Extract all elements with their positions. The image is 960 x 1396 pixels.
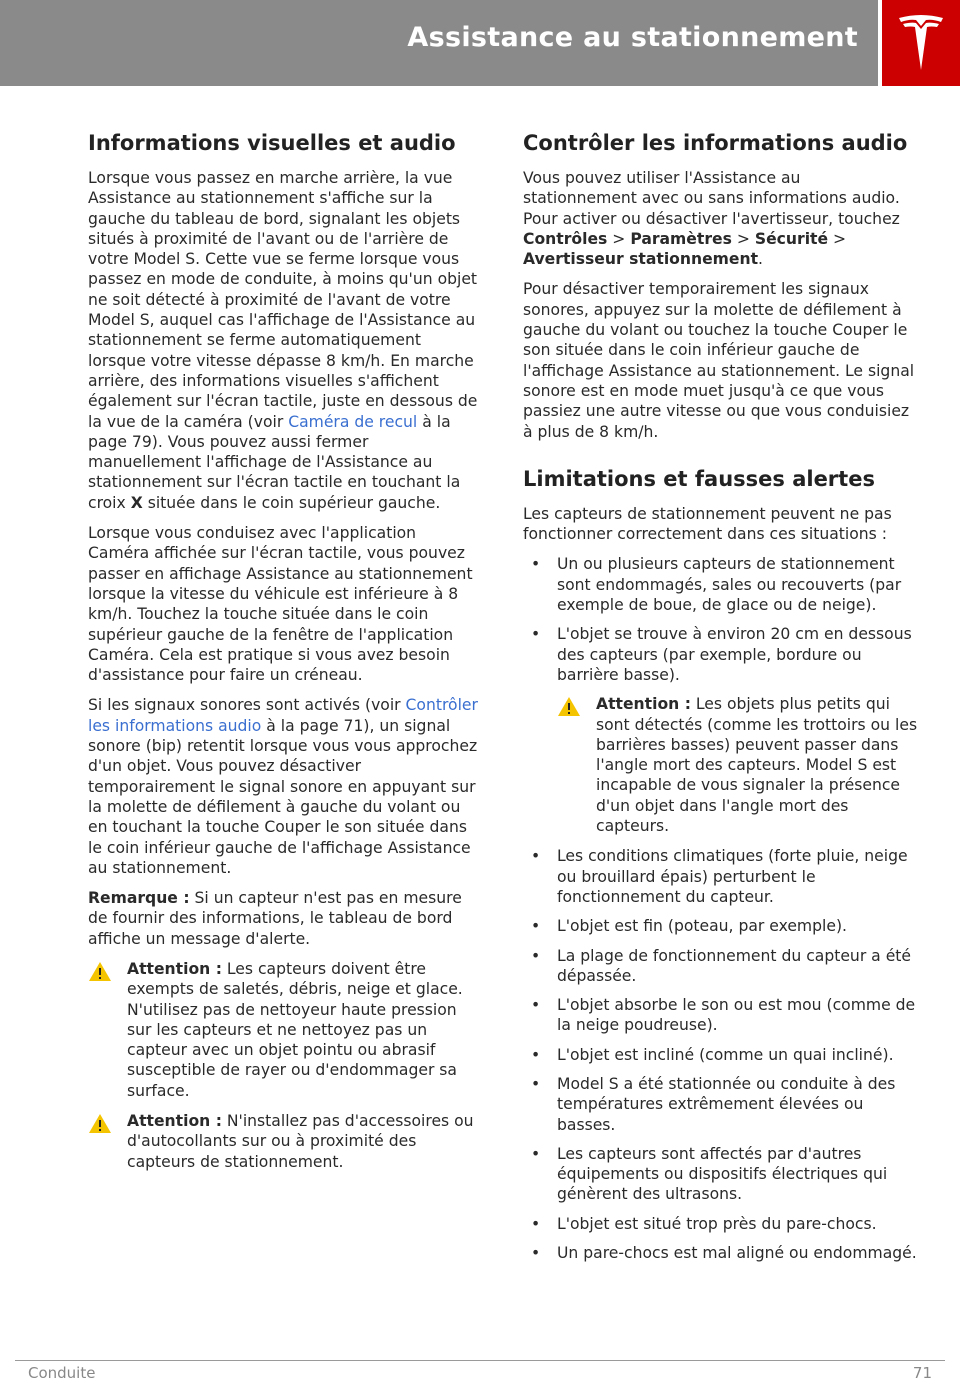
link-camera-de-recul[interactable]: Caméra de recul (288, 412, 418, 431)
warning-block: Attention : Les objets plus petits qui sont détectés (comme les trottoirs ou les barrières basses) peuvent passer dans l'angle mort des capteurs. Model S est incapable de vous signaler la présence d'un objet dans l'angle mort des capteurs. (557, 694, 919, 836)
paragraph: Si les signaux sonores sont activés (voir Contrôler les informations audio à la page 71), un signal sonore (bip) retentit lorsque vous vous approchez d'un objet. Vous pouvez désactiver temporairement le signal sonore en appuyant sur la molette de défilement à gauche du volant ou en touchant la touche Couper le son située dans le coin inférieur gauche de l'affichage Assistance au stationnement. (88, 696, 478, 877)
page-title: Assistance au stationnement (407, 22, 858, 53)
brand-logo (878, 0, 960, 86)
right-column (523, 128, 919, 1272)
limitations-list (523, 554, 919, 685)
list-item: • L'objet se trouve à environ 20 cm en dessous des capteurs (par exemple, bordure ou barrière basse). (531, 625, 912, 684)
list-item: • Un ou plusieurs capteurs de stationnement sont endommagés, sales ou recouverts (par exemple de boue, de glace ou de neige). (531, 555, 902, 615)
limitations-list (523, 846, 919, 1263)
warning-icon (557, 694, 596, 836)
paragraph: Lorsque vous passez en marche arrière, la vue Assistance au stationnement s'affiche sur la gauche du tableau de bord, signalant les objets situés à proximité de l'avant ou de l'arrière de votre Model S. Cette vue se ferme lorsque vous passez en mode de conduite, à moins qu'un objet ne soit détecté à proximité de l'avant de votre Model S, auquel cas l'affichage de l'Assistance au stationnement se ferme automatiquement lorsque votre vitesse dépasse 8 km/h. En marche arrière, des informations visuelles s'affichent également sur l'écran tactile, juste en dessous de la vue de la caméra (voir Caméra de recul à la page 79). Vous pouvez aussi fermer manuellement l'affichage de l'Assistance au stationnement sur l'écran tactile en touchant la croix X située dans le coin supérieur gauche. (88, 169, 478, 512)
paragraph: Pour désactiver temporairement les signaux sonores, appuyez sur la molette de défilement à gauche du volant ou touchez la touche Couper le son située dans le coin inférieur gauche de l'affichage Assistance au stationnement. Le signal sonore est en mode muet jusqu'à ce que vous passiez une autre vitesse ou que vous conduisiez à plus de 8 km/h. (523, 280, 915, 441)
list-item: • Les conditions climatiques (forte pluie, neige ou brouillard épais) perturbent le fonctionnement du capteur. (531, 847, 908, 906)
list-item: • L'objet est situé trop près du pare-chocs. (531, 1214, 877, 1233)
paragraph: Les capteurs de stationnement peuvent ne pas fonctionner correctement dans ces situations : (523, 504, 892, 544)
list-item: • L'objet est fin (poteau, par exemple). (531, 917, 847, 936)
link-controler-informations-audio[interactable]: Contrôler les informations audio (88, 696, 478, 735)
tesla-logo-icon (897, 14, 945, 72)
warning-block: Attention : N'installez pas d'accessoires ou d'autocollants sur ou à proximité des capteurs de stationnement. (88, 1111, 482, 1172)
paragraph: Vous pouvez utiliser l'Assistance au stationnement avec ou sans informations audio. Pour activer ou désactiver l'avertisseur, touchez Contrôles > Paramètres > Sécurité > Avertisseur stationnement. (523, 169, 900, 269)
list-item: • L'objet est incliné (comme un quai incliné). (531, 1045, 894, 1064)
left-column (88, 128, 482, 1182)
page-number: 71 (912, 1364, 932, 1382)
section-heading: Informations visuelles et audio (88, 131, 456, 155)
list-item: • L'objet absorbe le son ou est mou (comme de la neige poudreuse). (531, 996, 916, 1035)
warning-icon (88, 959, 127, 1101)
list-item: • La plage de fonctionnement du capteur a été dépassée. (531, 946, 911, 985)
section-heading: Contrôler les informations audio (523, 131, 908, 155)
list-item: • Les capteurs sont affectés par d'autres équipements ou dispositifs électriques qui génèrent des ultrasons. (531, 1144, 888, 1204)
page-header (0, 0, 960, 86)
note: Remarque : Si un capteur n'est pas en mesure de fournir des informations, le tableau de bord affiche un message d'alerte. (88, 889, 462, 948)
footer-section: Conduite (28, 1364, 96, 1382)
warning-block: Attention : Les capteurs doivent être exempts de saletés, débris, neige et glace. N'utilisez pas de nettoyeur haute pression sur les capteurs et ne nettoyez pas un capteur avec un objet pointu ou abrasif susceptible de rayer ou d'endommager sa surface. (88, 959, 482, 1101)
list-item: • Model S a été stationnée ou conduite à des températures extrêmement élevées ou basses. (531, 1074, 896, 1134)
list-item: • Un pare-chocs est mal aligné ou endommagé. (531, 1244, 917, 1263)
section-heading: Limitations et fausses alertes (523, 466, 875, 491)
warning-icon (88, 1111, 127, 1172)
paragraph: Lorsque vous conduisez avec l'application Caméra affichée sur l'écran tactile, vous pouvez passer en affichage Assistance au stationnement lorsque la vitesse du véhicule est inférieure à 8 km/h. Touchez la touche située dans le coin supérieur gauche de la fenêtre de l'application Caméra. Cela est pratique si vous avez besoin d'assistance pour faire un créneau. (88, 524, 473, 685)
footer-divider (15, 1360, 945, 1361)
